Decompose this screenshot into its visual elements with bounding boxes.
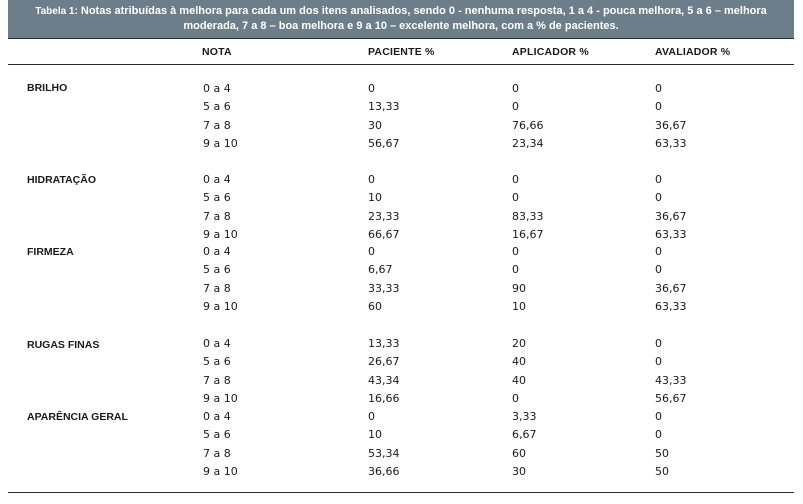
cell-avaliador: 36,67 [655, 281, 687, 295]
cell-aplicador: 3,33 [512, 410, 537, 423]
cell-nota: 9 a 10 [203, 227, 238, 241]
cell-nota: 7 a 8 [203, 446, 231, 460]
cell-nota: 5 a 6 [203, 428, 231, 442]
cell-avaliador: 63,33 [655, 299, 687, 313]
cell-avaliador: 36,67 [655, 118, 687, 132]
cell-paciente: 26,67 [368, 355, 400, 369]
cell-aplicador: 76,66 [512, 118, 544, 132]
cell-paciente: 16,66 [368, 391, 400, 405]
category-label: APARÊNCIA GERAL [27, 411, 128, 423]
caption-text: Notas atribuídas à melhora para cada um dos itens analisados, sendo 0 - nenhuma resposta, 1 a 4 - pouca melhora, 5 a 6 – melhora moderada, 7 a 8 – boa melhora e 9 a 10 – excelente melhora, com a % de pacientes. [80, 5, 767, 32]
cell-paciente: 0 [368, 410, 375, 423]
cell-paciente: 10 [368, 191, 382, 205]
cell-aplicador: 23,34 [512, 136, 544, 150]
column-header-nota: NOTA [202, 46, 232, 58]
cell-aplicador: 90 [512, 281, 526, 295]
cell-aplicador: 20 [512, 337, 526, 350]
cell-paciente: 6,67 [368, 263, 393, 277]
cell-nota: 0 a 4 [203, 82, 231, 95]
cell-paciente: 66,67 [368, 227, 400, 241]
cell-avaliador: 0 [655, 355, 662, 369]
cell-avaliador: 0 [655, 245, 662, 258]
cell-aplicador: 0 [512, 100, 519, 114]
cell-paciente: 53,34 [368, 446, 400, 460]
cell-avaliador: 0 [655, 173, 662, 186]
cell-paciente: 10 [368, 428, 382, 442]
cell-paciente: 56,67 [368, 136, 400, 150]
cell-aplicador: 0 [512, 391, 519, 405]
caption-lead: Tabela 1: [35, 6, 78, 17]
cell-avaliador: 63,33 [655, 136, 687, 150]
cell-paciente: 13,33 [368, 100, 400, 114]
cell-avaliador: 56,67 [655, 391, 687, 405]
cell-avaliador: 0 [655, 410, 662, 423]
cell-aplicador: 40 [512, 355, 526, 369]
cell-nota: 0 a 4 [203, 173, 231, 186]
cell-avaliador: 0 [655, 263, 662, 277]
cell-aplicador: 0 [512, 263, 519, 277]
cell-paciente: 13,33 [368, 337, 400, 350]
cell-avaliador: 43,33 [655, 373, 687, 387]
cell-nota: 9 a 10 [203, 136, 238, 150]
cell-avaliador: 50 [655, 446, 669, 460]
cell-nota: 0 a 4 [203, 337, 231, 350]
cell-avaliador: 0 [655, 337, 662, 350]
cell-aplicador: 40 [512, 373, 526, 387]
cell-avaliador: 0 [655, 82, 662, 95]
cell-avaliador: 36,67 [655, 209, 687, 223]
cell-avaliador: 0 [655, 100, 662, 114]
cell-paciente: 0 [368, 82, 375, 95]
cell-paciente: 0 [368, 173, 375, 186]
cell-nota: 7 a 8 [203, 118, 231, 132]
cell-aplicador: 60 [512, 446, 526, 460]
cell-nota: 7 a 8 [203, 373, 231, 387]
category-label: FIRMEZA [27, 246, 74, 258]
cell-nota: 5 a 6 [203, 355, 231, 369]
cell-aplicador: 0 [512, 173, 519, 186]
column-header-paciente: PACIENTE % [368, 46, 435, 58]
cell-paciente: 0 [368, 245, 375, 258]
cell-nota: 0 a 4 [203, 410, 231, 423]
cell-avaliador: 50 [655, 464, 669, 478]
cell-nota: 7 a 8 [203, 281, 231, 295]
cell-aplicador: 0 [512, 191, 519, 205]
cell-nota: 7 a 8 [203, 209, 231, 223]
cell-nota: 5 a 6 [203, 191, 231, 205]
cell-aplicador: 30 [512, 464, 526, 478]
cell-nota: 9 a 10 [203, 391, 238, 405]
cell-nota: 9 a 10 [203, 299, 238, 313]
cell-nota: 0 a 4 [203, 245, 231, 258]
table-bottom-rule [8, 492, 794, 493]
category-label: HIDRATAÇÃO [27, 174, 97, 186]
cell-paciente: 33,33 [368, 281, 400, 295]
category-label: RUGAS FINAS [27, 339, 100, 351]
column-header-avaliador: AVALIADOR % [655, 46, 731, 58]
cell-nota: 5 a 6 [203, 100, 231, 114]
cell-paciente: 43,34 [368, 373, 400, 387]
cell-avaliador: 0 [655, 191, 662, 205]
cell-aplicador: 0 [512, 82, 519, 95]
cell-paciente: 60 [368, 299, 382, 313]
cell-aplicador: 6,67 [512, 428, 537, 442]
cell-aplicador: 83,33 [512, 209, 544, 223]
cell-aplicador: 0 [512, 245, 519, 258]
cell-paciente: 30 [368, 118, 382, 132]
cell-paciente: 23,33 [368, 209, 400, 223]
cell-aplicador: 16,67 [512, 227, 544, 241]
cell-nota: 9 a 10 [203, 464, 238, 478]
category-label: BRILHO [27, 82, 68, 94]
cell-paciente: 36,66 [368, 464, 400, 478]
cell-avaliador: 0 [655, 428, 662, 442]
column-header-aplicador: APLICADOR % [512, 46, 589, 58]
cell-aplicador: 10 [512, 299, 526, 313]
cell-avaliador: 63,33 [655, 227, 687, 241]
cell-nota: 5 a 6 [203, 263, 231, 277]
